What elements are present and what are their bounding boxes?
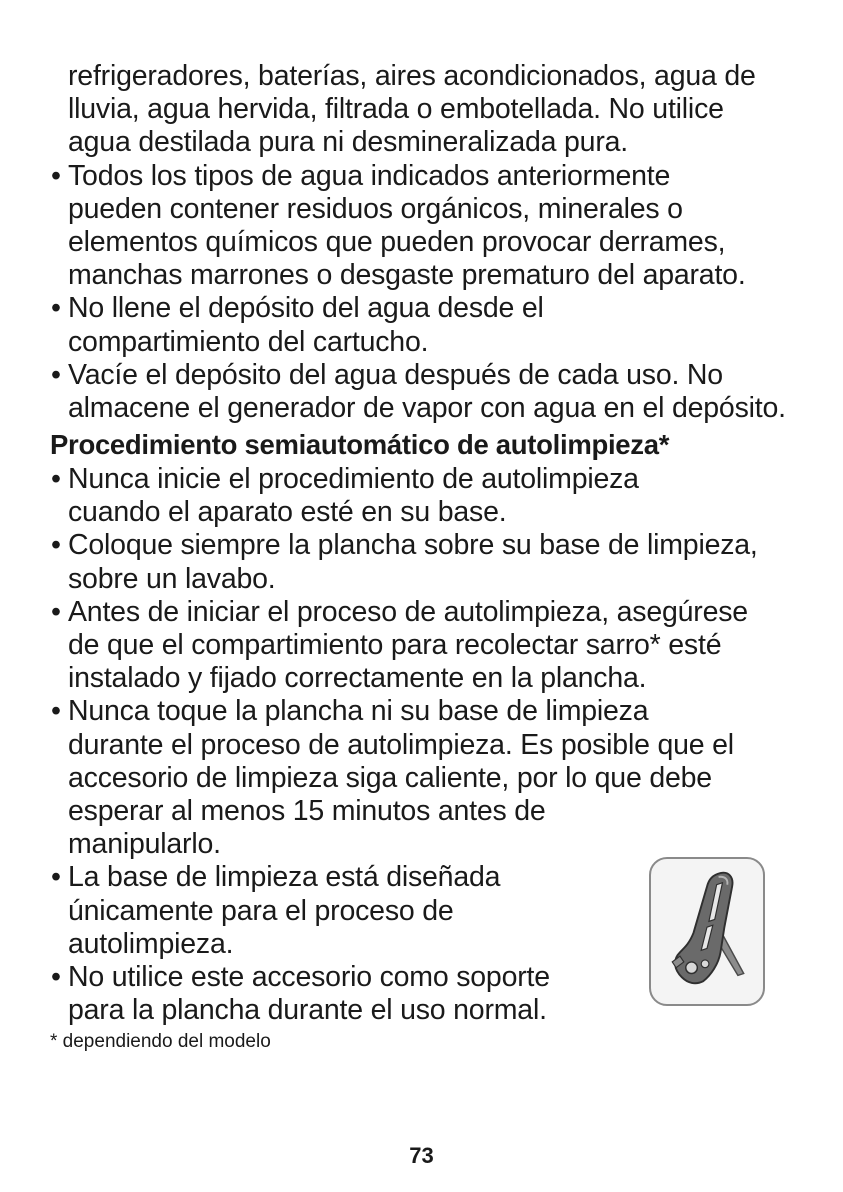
text-line: agua destilada pura ni desmineralizada pura.: [68, 126, 628, 159]
text-line: autolimpieza.: [68, 927, 234, 960]
text-line: únicamente para el proceso de: [68, 894, 454, 927]
text-line: esperar al menos 15 minutos antes de: [68, 794, 546, 827]
text-line: accesorio de limpieza siga caliente, por lo que debe: [68, 761, 712, 794]
cleaning-base-illustration: [649, 857, 765, 1006]
text-line: sobre un lavabo.: [68, 562, 276, 595]
bullet-text: Vacíe el depósito del agua después de cada uso. No: [68, 358, 723, 391]
page-number: 73: [409, 1143, 434, 1168]
bullet-text: Todos los tipos de agua indicados anteriormente: [68, 159, 671, 192]
bullet-marker: •: [51, 595, 61, 628]
cleaning-base-icon: [651, 859, 763, 1004]
text-line: manipularlo.: [68, 828, 221, 861]
text-line: almacene el generador de vapor con agua en el depósito.: [68, 391, 786, 424]
text-line: refrigeradores, baterías, aires acondicionados, agua de: [68, 60, 756, 92]
text-line: durante el proceso de autolimpieza. Es posible que el: [68, 728, 734, 761]
bullet-item: [50, 160, 790, 193]
bullet-marker: •: [51, 529, 61, 562]
bullet-text: La base de limpieza está diseñada: [68, 861, 501, 894]
bullet-marker: •: [51, 292, 61, 325]
bullet-text: Nunca inicie el procedimiento de autolimpieza: [68, 463, 639, 496]
text-line: para la plancha durante el uso normal.: [68, 994, 547, 1027]
text-line: compartimiento del cartucho.: [68, 325, 429, 358]
bullet-item: [50, 529, 790, 562]
bullet-marker: •: [51, 960, 61, 993]
bullet-marker: •: [51, 695, 61, 728]
section-heading: Procedimiento semiautomático de autolimpieza*: [50, 429, 670, 461]
bullet-marker: •: [51, 159, 61, 192]
footnote: * dependiendo del modelo: [50, 1031, 271, 1053]
bullet-text: Antes de iniciar el proceso de autolimpieza, asegúrese: [68, 595, 748, 628]
text-line: manchas marrones o desgaste prematuro del aparato.: [68, 259, 746, 292]
bullet-marker: •: [51, 463, 61, 496]
text-line: cuando el aparato esté en su base.: [68, 496, 507, 529]
bullet-item: [50, 695, 790, 728]
text-line: lluvia, agua hervida, filtrada o embotellada. No utilice: [68, 93, 724, 126]
bullet-text: Nunca toque la plancha ni su base de limpieza: [68, 695, 649, 728]
bullet-item: [50, 359, 790, 392]
bullet-item: [50, 292, 790, 325]
text-line: instalado y fijado correctamente en la plancha.: [68, 662, 647, 695]
bullet-text: Coloque siempre la plancha sobre su base de limpieza,: [68, 529, 758, 562]
bullet-text: No utilice este accesorio como soporte: [68, 960, 550, 993]
bullet-marker: •: [51, 861, 61, 894]
bullet-item: [50, 463, 790, 496]
bullet-text: No llene el depósito del agua desde el: [68, 292, 544, 325]
bullet-marker: •: [51, 358, 61, 391]
text-line: elementos químicos que pueden provocar derrames,: [68, 225, 726, 258]
text-line: de que el compartimiento para recolectar sarro* esté: [68, 629, 722, 661]
text-line: pueden contener residuos orgánicos, minerales o: [68, 192, 683, 225]
bullet-item: [50, 596, 790, 629]
